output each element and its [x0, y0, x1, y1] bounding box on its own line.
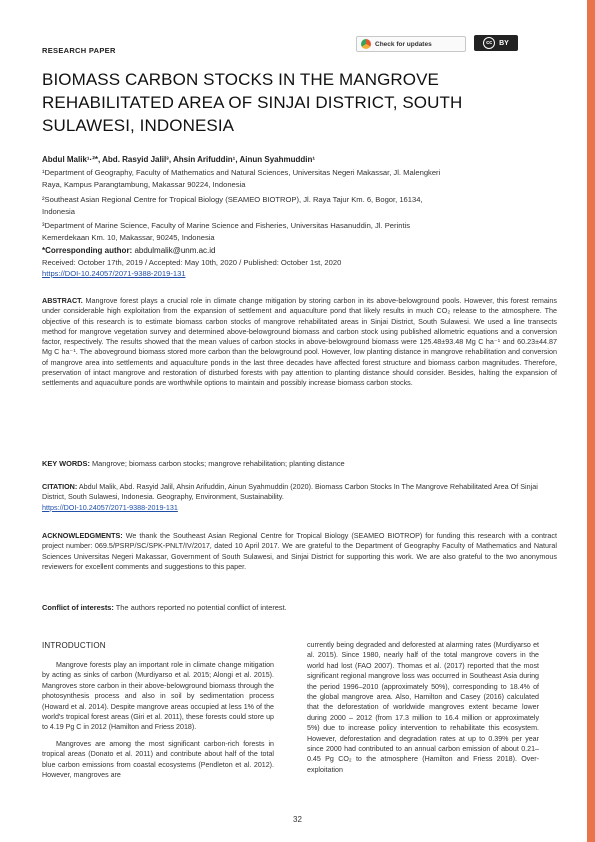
paragraph: Mangroves are among the most significant carbon-rich forests in tropical areas (Donato et al. 2011) and contribute about half of the total blue carbon emissions from coastal ecosystems (Pendleton et al. 2012). However, mangroves are [42, 739, 274, 780]
acknowledgments [42, 531, 557, 572]
page-number: 32 [293, 815, 302, 824]
section-label: RESEARCH PAPER [42, 46, 116, 55]
by-label: BY [499, 39, 509, 47]
acknowledgments-text: We thank the Southeast Asian Regional Centre for Tropical Biology (SEAMEO BIOTROP) for funding this research with a contract project number: 069.5/PSRP/SC/SPK-PNLT/IV/2017, dated 10 April 2017. We are grateful to the Department of Geography Faculty of Mathematics and Natural Sciences Universitas Negeri Makassar, Government of South Sulawesi, and Sinjai District for supporting this work. We are also grateful to the two anonymous reviewers for excellent comments and suggestions to this paper. [42, 531, 558, 571]
introduction-heading: INTRODUCTION [42, 641, 106, 650]
creative-commons-icon: cc [483, 37, 495, 49]
cc-by-license-badge[interactable] [474, 35, 518, 51]
paragraph: currently being degraded and deforested at alarming rates (Murdiyarso et al. 2015). Since 1980, nearly half of the total mangrove covers in the world had lost (FAO 2007). Thomas et al. (2017) reported that the most significant regional mangrove loss was occurred in Southeast Asia during the period 1996–2010 (approximately 50%), corresponding to 18.4% of the global mangrove area. Also, Hamilton and Casey (2016) calculated that the deforestation of worldwide mangroves extent became lower during 2000 – 2012 (from 17.3 million to 16.4 million or approximately 5%) due to increase policy intervention to rehabilitate this ecosystem. However, deforestation and degradation rates at up to 0.39% per year since 2000 had contributed to an annual carbon emission of about 0.21–0.45 Pg CO₂ to the atmosphere (Hamilton and Friess 2018). Over-exploitation [307, 641, 539, 774]
corresponding-author-email[interactable]: abdulmalik@unm.ac.id [134, 246, 216, 255]
keywords [42, 459, 557, 468]
abstract-label: ABSTRACT. [42, 296, 83, 305]
title-line-2: REHABILITATED AREA OF SINJAI DISTRICT, SOUTH [42, 93, 463, 112]
citation [42, 482, 557, 513]
paper-title [42, 68, 542, 137]
affiliation-line: Indonesia [42, 207, 75, 216]
corresponding-author [42, 246, 216, 255]
affiliation-line: ³Department of Marine Science, Faculty of Marine Science and Fisheries, Universitas Hasanuddin, Jl. Perintis [42, 221, 411, 230]
publication-dates: Received: October 17th, 2019 / Accepted: May 10th, 2020 / Published: October 1st, 2020 [42, 258, 342, 267]
affiliation-line: Kemerdekaan Km. 10, Makassar, 90245, Indonesia [42, 233, 215, 242]
keywords-text: Mangrove; biomass carbon stocks; mangrove rehabilitation; planting distance [91, 459, 345, 468]
introduction-right-column [307, 640, 539, 781]
conflict-label: Conflict of interests: [42, 603, 114, 612]
corresponding-author-label: *Corresponding author: [42, 246, 133, 255]
conflict-of-interests [42, 603, 287, 612]
author-list: Abdul Malik¹·²*, Abd. Rasyid Jalil³, Ahsin Arifuddin¹, Ainun Syahmuddin¹ [42, 155, 316, 164]
citation-label: CITATION: [42, 482, 78, 491]
journal-side-bar [587, 0, 595, 842]
title-line-3: SULAWESI, INDONESIA [42, 116, 235, 135]
affiliation-line: Raya, Kampus Parangtambung, Makassar 90224, Indonesia [42, 180, 246, 189]
crossmark-icon [361, 39, 371, 49]
introduction-left-column [42, 660, 274, 786]
affiliation-line: ²Southeast Asian Regional Centre for Tropical Biology (SEAMEO BIOTROP), Jl. Raya Tajur Km. 6, Bogor, 16134, [42, 195, 423, 204]
check-for-updates-label: Check for updates [375, 40, 432, 48]
keywords-label: KEY WORDS: [42, 459, 90, 468]
citation-text: Abdul Malik, Abd. Rasyid Jalil, Ahsin Arifuddin, Ainun Syahmuddin (2020). Biomass Carbon Stocks In The Mangrove Rehabilitated Area Of Sinjai District, South Sulawesi, Indonesia. Geography, Environment, Sustainability. [42, 482, 538, 502]
abstract [42, 296, 557, 389]
check-for-updates-button[interactable] [356, 36, 466, 52]
affiliation-line: ¹Department of Geography, Faculty of Mathematics and Natural Sciences, Universitas Negeri Makassar, Jl. Malengkeri [42, 168, 441, 177]
conflict-text: The authors reported no potential conflict of interest. [115, 603, 287, 612]
paragraph: Mangrove forests play an important role in climate change mitigation by acting as sinks of carbon (Murdiyarso et al. 2015; Alongi et al. 2015). Mangroves store carbon in their above-belowground biomass through the photosynthesis process and also in soil by sedimentation process (Howard et al. 2014). Despite mangrove areas occupied at less 1% of the world's tropical forest areas (Giri et al. 2011), these forests could store up to 4.19 Pg C in 2012 (Hamilton and Friess 2018). [42, 661, 274, 732]
title-line-1: BIOMASS CARBON STOCKS IN THE MANGROVE [42, 70, 439, 89]
citation-doi-link[interactable]: https://DOI-10.24057/2071-9388-2019-131 [42, 502, 178, 512]
doi-link[interactable]: https://DOI-10.24057/2071-9388-2019-131 [42, 269, 186, 278]
acknowledgments-label: ACKNOWLEDGMENTS: [42, 531, 123, 540]
abstract-text: Mangrove forest plays a crucial role in climate change mitigation by storing carbon in its above-belowground pools. However, this forest remains under considerable high exploitation from the expansion of settlement and aquaculture pond that likely results in much CO₂ release to the atmosphere. The objective of this research is to estimate biomass carbon stocks of mangrove rehabilitated areas in Sinjai District, South Sulawesi. We used a line transects method for mangrove vegetation survey and determined above-belowground biomass and carbon stock using published allometric equations and a conversion factor, respectively. The results showed that the mean values of carbon stocks in above-belowground biomass were 125.48±93.48 Mg C ha⁻¹ and 60.23±44.87 Mg C ha⁻¹. The aboveground biomass stored more carbon than the belowground pool. However, low planting distance in mangrove rehabilitation and conversion of mangrove area into settlements and aquaculture ponds in the last three decades have affected forest structure and biomass carbon magnitudes. Therefore, preservation of intact mangrove and restoration of disturbed forests with pay attention to planting distance should consider. Besides, halting the expansion of settlements and aquaculture ponds are worthwhile options to maintain and possibly increase biomass carbon stocks. [42, 296, 558, 388]
